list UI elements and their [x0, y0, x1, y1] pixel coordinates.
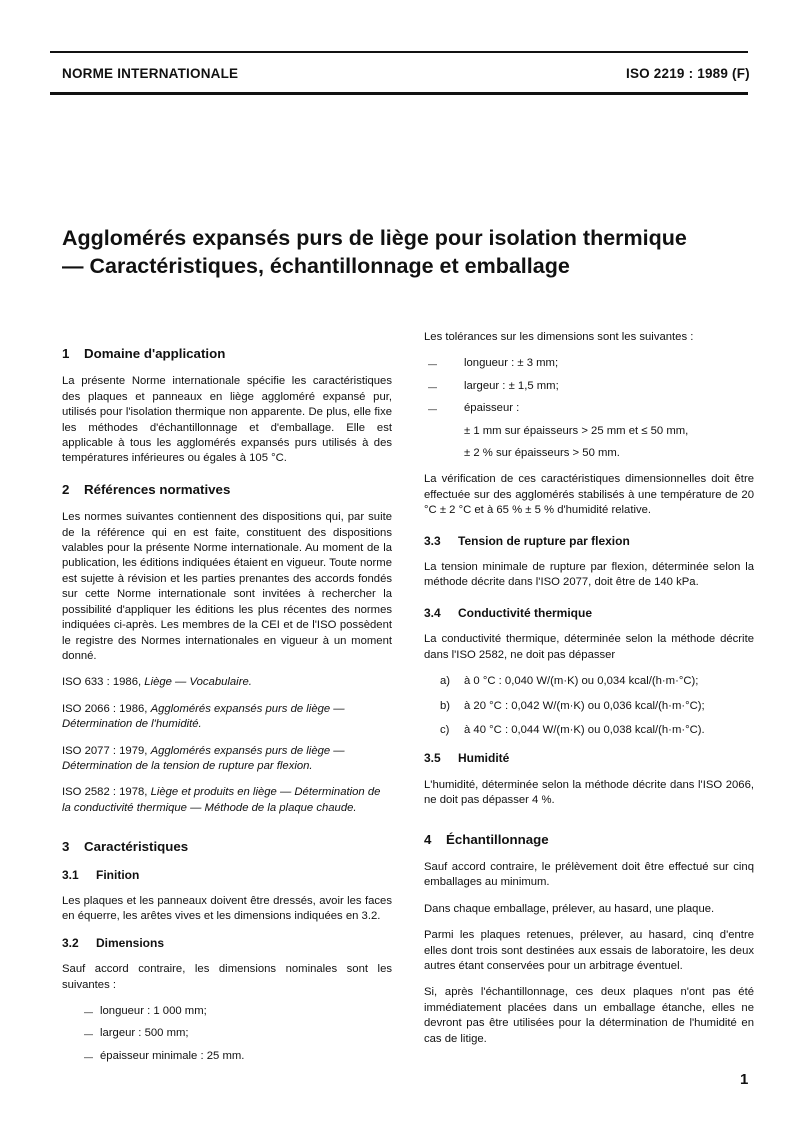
reference-item: ISO 633 : 1986, Liège — Vocabulaire.	[62, 676, 252, 689]
section-2-title: Références normatives	[84, 481, 231, 497]
section-3-number: 3	[62, 839, 70, 855]
section-3-heading	[62, 839, 392, 854]
conductivity-item: b) à 20 °C : 0,042 W/(m·K) ou 0,036 kcal/(h·m·°C);	[440, 699, 705, 712]
left-column	[62, 330, 392, 1071]
verification-paragraph: La vérification de ces caractéristiques dimensionnelles doit être effectuée sur des agglomérés stabilisés à une température de 20 °C ± 2 °C et à 65 % ± 5 % d'humidité relative.	[424, 473, 754, 517]
subsection-3-1-heading: 3.1 Finition	[62, 867, 140, 882]
tolerance-item: — longueur : ± 3 mm;	[424, 356, 754, 371]
header-standard-type: NORME INTERNATIONALE	[62, 66, 239, 81]
page-number: 1	[740, 1071, 749, 1088]
subsection-3-1-paragraph: Les plaques et les panneaux doivent être dressés, avoir les faces en équerre, les arêtes vives et les dimensions indiquées en 3.2.	[62, 894, 392, 923]
subsection-3-3-heading: 3.3 Tension de rupture par flexion	[424, 533, 630, 548]
sampling-paragraph: Si, après l'échantillonnage, ces deux plaques n'ont pas été immédiatement placées dans un emballage étanche, elles ne devront pas être utilisées pour la détermination de l'humidité en cas de litige.	[424, 986, 754, 1045]
reference-item: ISO 2066 : 1986, Agglomérés expansés purs de liège — Détermination de l'humidité.	[62, 702, 345, 731]
right-column	[424, 330, 754, 1058]
dimension-item: — largeur : 500 mm;	[62, 1026, 392, 1041]
sampling-paragraph: Dans chaque emballage, prélever, au hasard, une plaque.	[424, 902, 715, 915]
conductivity-item: a) à 0 °C : 0,040 W/(m·K) ou 0,034 kcal/(h·m·°C);	[440, 675, 699, 688]
header-top-rule	[50, 51, 748, 53]
reference-item: ISO 2582 : 1978, Liège et produits en liège — Détermination de la conductivité thermique — Méthode de la plaque chaude.	[62, 786, 381, 814]
tolerance-item: — épaisseur :	[424, 401, 754, 416]
subsection-3-4-paragraph: La conductivité thermique, déterminée selon la méthode décrite dans l'ISO 2582, ne doit pas dépasser	[424, 633, 754, 661]
subsection-3-3-paragraph: La tension minimale de rupture par flexion, déterminée selon la méthode décrite dans l'ISO 2077, doit être de 140 kPa.	[424, 561, 754, 589]
header-standard-number: ISO 2219 : 1989 (F)	[626, 66, 750, 81]
subsection-3-5-paragraph: L'humidité, déterminée selon la méthode décrite dans l'ISO 2066, ne doit pas dépasser 4 %.	[424, 778, 754, 807]
sampling-paragraph: Sauf accord contraire, le prélèvement doit être effectué sur cinq emballages au minimum.	[424, 860, 754, 889]
dimension-item: — longueur : 1 000 mm;	[62, 1004, 392, 1019]
document-title: Agglomérés expansés purs de liège pour isolation thermique — Caractéristiques, échantillonnage et emballage	[62, 226, 687, 278]
header-bottom-rule	[50, 92, 748, 95]
reference-item: ISO 2077 : 1979, Agglomérés expansés purs de liège — Détermination de la tension de rupture par flexion.	[62, 744, 345, 772]
conductivity-item: c) à 40 °C : 0,044 W/(m·K) ou 0,038 kcal/(h·m·°C).	[440, 723, 705, 736]
thickness-tolerance: ± 2 % sur épaisseurs > 50 mm.	[464, 447, 620, 460]
dimension-item: — épaisseur minimale : 25 mm.	[62, 1049, 392, 1064]
subsection-3-2-heading: 3.2 Dimensions	[62, 935, 165, 950]
section-1-number: 1	[62, 346, 70, 361]
section-2-number: 2	[62, 481, 70, 497]
section-1-title: Domaine d'application	[84, 346, 226, 361]
section-3-title: Caractéristiques	[84, 839, 189, 855]
section-1-heading	[62, 346, 392, 361]
tolerance-item: — largeur : ± 1,5 mm;	[424, 379, 754, 394]
section-2-heading	[62, 482, 392, 497]
section-1-paragraph: La présente Norme internationale spécifie les caractéristiques des plaques et panneaux en liège aggloméré expansé pur, utilisés pour l'isolation thermique non apparente. De plus, elle fixe les méthodes d'échantillonnage et d'emballage. Elle est applicable à tous les agglomérés expansés purs utilisés à des températures inférieures ou égales à 105 °C.	[62, 375, 392, 465]
thickness-tolerance: ± 1 mm sur épaisseurs > 25 mm et ≤ 50 mm,	[464, 424, 689, 437]
sampling-paragraph: Parmi les plaques retenues, prélever, au hasard, cinq d'entre elles dont trois sont destinées aux essais de laboratoire, les deux autres étant conservées pour un arbitrage éventuel.	[424, 929, 754, 972]
section-4-heading	[424, 832, 754, 847]
section-2-paragraph: Les normes suivantes contiennent des dispositions qui, par suite de la référence qui en est faite, constituent des dispositions valables pour la présente Norme internationale. Au moment de la publication, les éditions indiquées étaient en vigueur. Toute norme est sujette à révision et les parties prenantes des accords fondés sur cette Norme internationale sont invitées à rechercher la possibilité d'appliquer les éditions les plus récentes des normes indiquées ci-après. Les membres de la CEI et de l'ISO possèdent le registre des Normes internationales en vigueur à un moment donné.	[62, 511, 392, 662]
tolerance-intro: Les tolérances sur les dimensions sont les suivantes :	[424, 331, 694, 343]
subsection-3-2-paragraph: Sauf accord contraire, les dimensions nominales sont les suivantes :	[62, 963, 392, 991]
section-4-number: 4	[424, 831, 432, 847]
subsection-3-4-heading: 3.4 Conductivité thermique	[424, 605, 593, 620]
section-4-title: Échantillonnage	[446, 831, 549, 847]
subsection-3-5-heading: 3.5 Humidité	[424, 751, 510, 766]
